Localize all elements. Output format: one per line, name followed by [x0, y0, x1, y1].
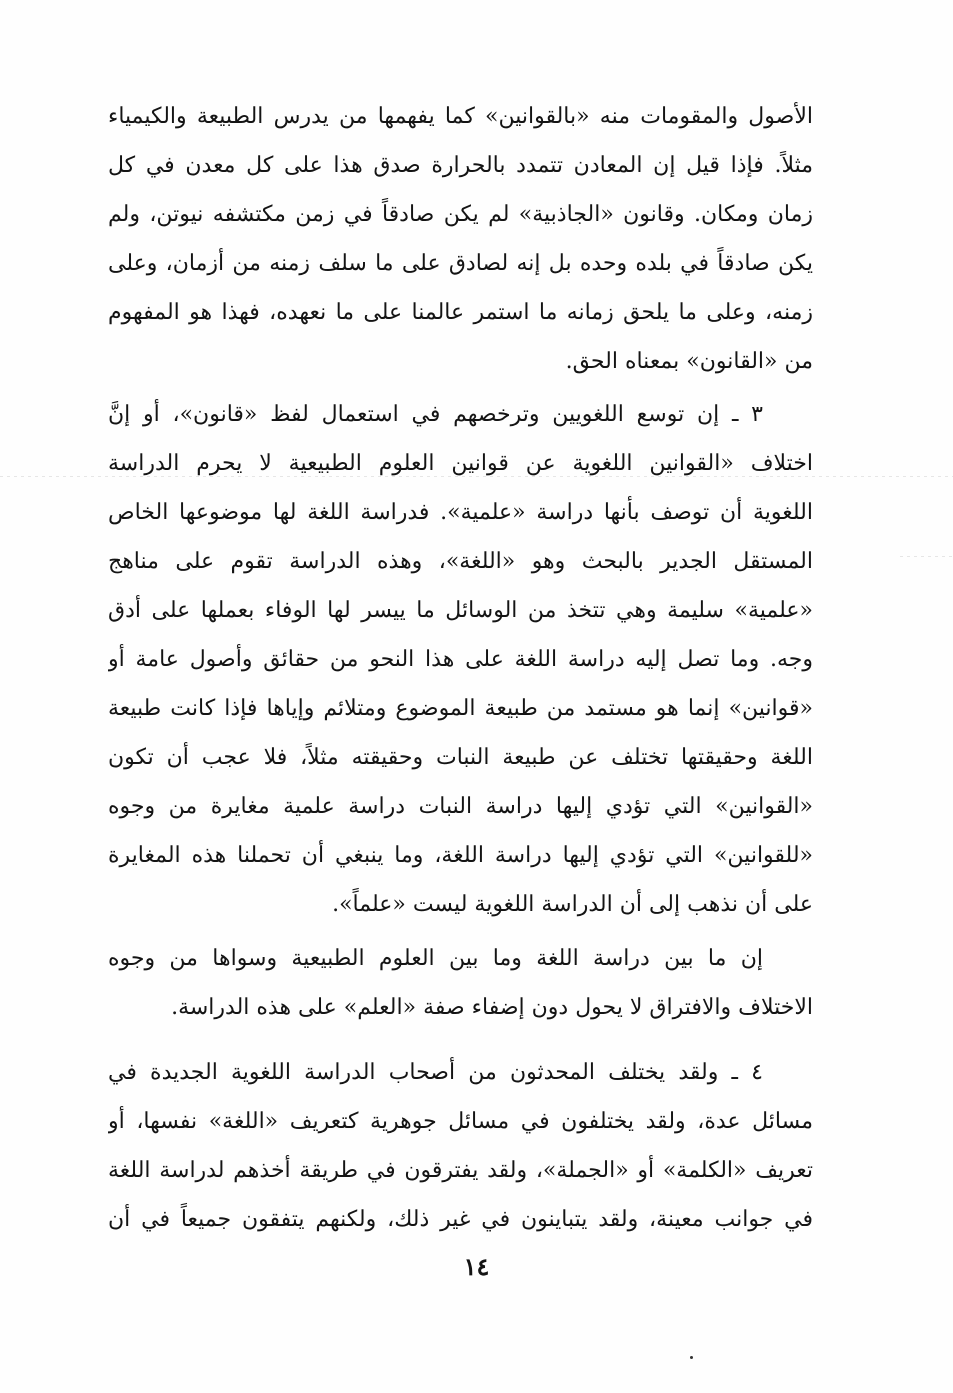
- paragraph-3: [108, 934, 813, 1032]
- text-line: اختلاف «القوانين اللغوية عن قوانين العلوم الطبيعية لا يحرم الدراسة: [108, 451, 813, 476]
- text-line: «علمية» سليمة وهي تتخذ من الوسائل ما ييسر لها الوفاء بعملها على أدق: [108, 598, 813, 623]
- page-number: ١٤: [463, 1252, 490, 1281]
- text-line: مثلاً. فإذا قيل إن المعادن تتمدد بالحرارة صدق هذا على كل معدن في كل: [108, 153, 813, 178]
- scan-fold-line-right: [900, 556, 953, 557]
- text-line: يكن صادقاً في بلده وحده بل إنه لصادق على ما سلف زمنه من أزمان، وعلى: [108, 251, 813, 276]
- text-line: إن ما بين دراسة اللغة وما بين العلوم الطبيعية وسواها من وجوه: [108, 946, 763, 971]
- scan-speck: [690, 1356, 693, 1359]
- paragraph-2: [108, 390, 813, 929]
- text-line: اللغة وحقيقتها تختلف عن طبيعة النبات وحقيقته مثلاً، فلا عجب أن تكون: [108, 745, 813, 770]
- paragraph-1: [108, 92, 813, 386]
- text-line: «قوانين» إنما هو مستمد من طبيعة الموضوع ومتلائم وإياها فإذا كانت طبيعة: [108, 696, 813, 721]
- text-line: زمان ومكان. وقانون «الجاذبية» لم يكن صادقاً في زمن مكتشفه نيوتن، ولم: [108, 202, 813, 227]
- text-line: الأصول والمقومات منه «بالقوانين» كما يفهمها من يدرس الطبيعة والكيمياء: [108, 104, 813, 129]
- text-line: وجه. وما تصل إليه دراسة اللغة على هذا النحو من حقائق وأصول عامة أو: [108, 647, 813, 672]
- text-line: مسائل عدة، ولقد يختلفون في مسائل جوهرية كتعريف «اللغة» نفسها، أو: [108, 1109, 813, 1134]
- text-line: اللغوية أن توصف بأنها دراسة «علمية». فدراسة اللغة لها موضوعها الخاص: [108, 500, 813, 525]
- text-line: «للقوانين» التي تؤدي إليها دراسة اللغة، وما ينبغي أن تحملنا هذه المغايرة: [108, 843, 813, 868]
- text-line: تعريف «الكلمة» أو «الجملة»، ولقد يفترقون في طريقة أخذهم لدراسة اللغة: [108, 1158, 813, 1183]
- text-line: الاختلاف والافتراق لا يحول دون إضفاء صفة «العلم» على هذه الدراسة.: [171, 995, 813, 1020]
- paragraph-4: [108, 1048, 813, 1244]
- text-line: في جوانب معينة، ولقد يتباينون في غير ذلك، ولكنهم يتفقون جميعاً في أن: [108, 1207, 813, 1232]
- text-line: «القوانين» التي تؤدي إليها دراسة النبات دراسة علمية مغايرة من وجوه: [108, 794, 813, 819]
- text-line: ٣ ـ إن توسع اللغويين وترخصهم في استعمال لفظ «قانون»، أو إنَّ: [108, 402, 763, 427]
- text-line: ٤ ـ ولقد يختلف المحدثون من أصحاب الدراسة اللغوية الجديدة في: [108, 1060, 763, 1085]
- text-line: المستقل الجدير بالبحث وهو «اللغة»، وهذه الدراسة تقوم على مناهج: [108, 549, 813, 574]
- text-line: من «القانون» بمعناه الحق.: [565, 349, 813, 374]
- text-line: على أن نذهب إلى أن الدراسة اللغوية ليست «علماً».: [332, 892, 813, 917]
- text-line: زمنه، وعلى ما يلحق زمانه ما استمر عالمنا على ما نعهده، فهذا هو المفهوم: [108, 300, 813, 325]
